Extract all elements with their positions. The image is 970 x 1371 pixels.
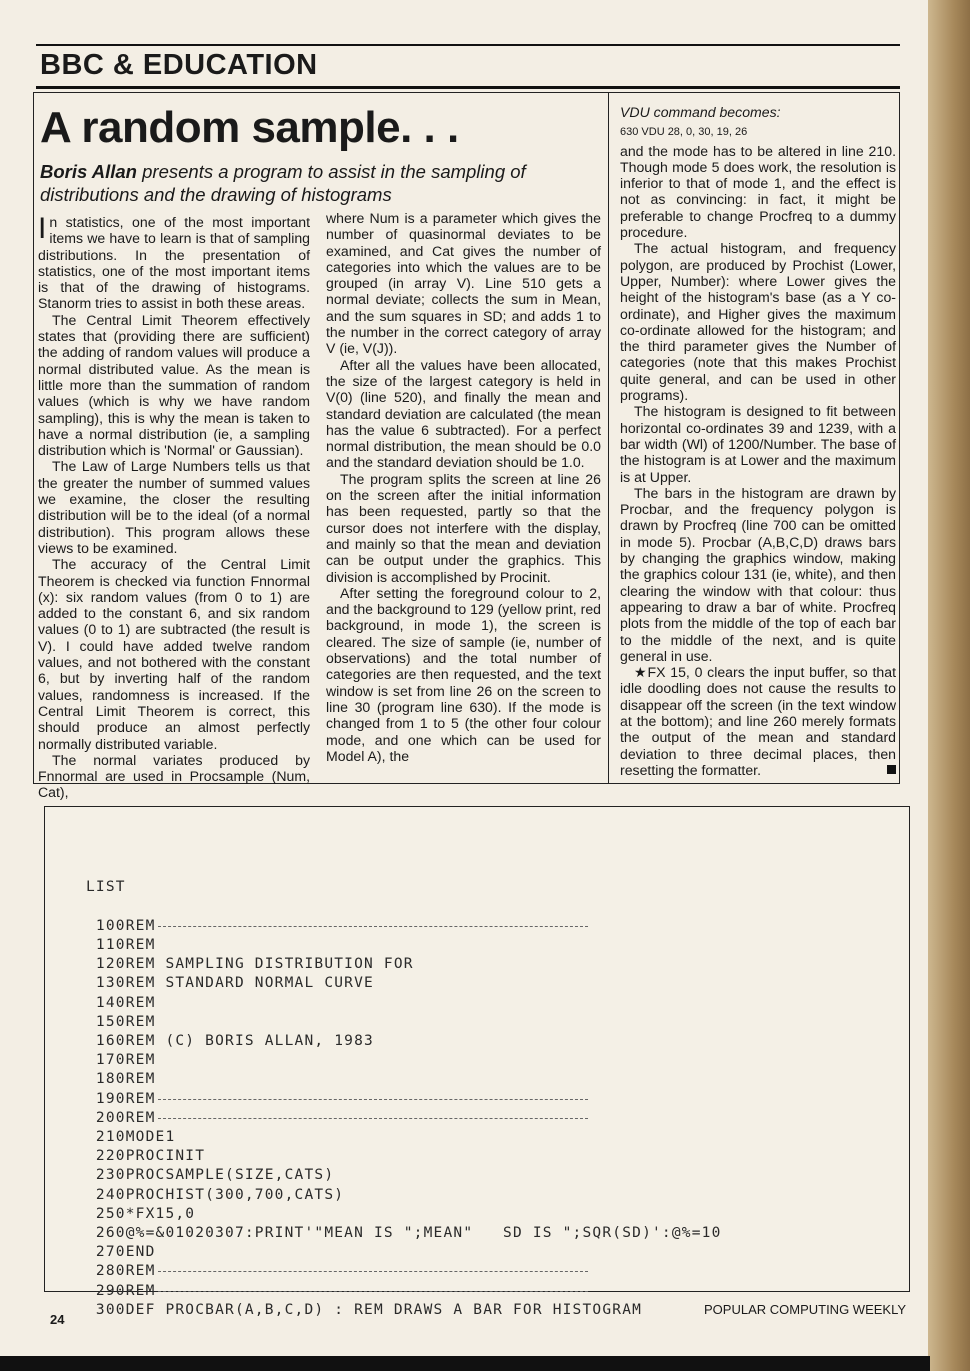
dashed-rule	[158, 1098, 588, 1100]
article-column-3	[620, 104, 896, 778]
standfirst-text: presents a program to assist in the sampling of distributions and the drawing of histograms	[40, 161, 526, 205]
article-column-2	[326, 210, 601, 764]
listing-line-text: 290REM	[86, 1282, 156, 1299]
paragraph	[38, 752, 310, 801]
page-number: 24	[50, 1312, 65, 1327]
listing-line	[86, 1262, 722, 1281]
paragraph	[326, 210, 601, 357]
listing-header: LIST	[86, 879, 126, 896]
listing-line-text: 130REM STANDARD NORMAL CURVE	[86, 975, 374, 992]
listing-line-text: 230PROCSAMPLE(SIZE,CATS)	[86, 1167, 335, 1184]
paragraph	[620, 143, 896, 241]
listing-line-text: 200REM	[86, 1109, 156, 1126]
column-divider	[608, 92, 609, 784]
section-header	[36, 44, 900, 89]
paragraph	[326, 357, 601, 471]
paragraph	[38, 214, 310, 312]
listing-line-text: 280REM	[86, 1263, 156, 1280]
listing-line	[86, 1301, 722, 1320]
listing-line-text: 170REM	[86, 1052, 156, 1069]
listing-line	[86, 1147, 722, 1166]
listing-line-text: 120REM SAMPLING DISTRIBUTION FOR	[86, 956, 414, 973]
listing-line-text: 240PROCHIST(300,700,CATS)	[86, 1186, 345, 1203]
listing-line	[86, 936, 722, 955]
listing-line-text: 160REM (C) BORIS ALLAN, 1983	[86, 1033, 374, 1050]
vdu-command: 630 VDU 28, 0, 30, 19, 26	[620, 126, 748, 139]
listing-line	[86, 1282, 722, 1301]
paragraph	[38, 458, 310, 556]
listing-line	[86, 1166, 722, 1185]
magazine-name: POPULAR COMPUTING WEEKLY	[704, 1302, 907, 1317]
paragraph-text: n statistics, one of the most important items we have to learn is that of sampling distributions. In the presentation of statistics, one of the most important items is that of the drawing of histograms. Stanorm tries to assist in both these areas.	[38, 214, 310, 312]
dashed-rule	[158, 1290, 588, 1292]
listing-line	[86, 1070, 722, 1089]
paragraph-text: The Central Limit Theorem effectively states that (providing there are sufficient) the adding of random values will produce a normal distributed value. As the mean is little more than the summation of random values (which is why we have random sampling), this is why the mean is taken to have a normal distribution (ie, a sampling distribution which is 'Normal' or Gaussian).	[38, 311, 310, 459]
listing-line	[86, 1109, 722, 1128]
listing-line	[86, 1090, 722, 1109]
article-title: A random sample. . .	[40, 103, 459, 152]
paragraph-text: The accuracy of the Central Limit Theorem is checked via function Fnnormal (x): six random values (from 0 to 1) are added to the constant 6, and six random values (0 to 1) are subtracted (the result is V). I could have added twelve random values, and not bothered with the constant 6, but by inverting half of the random values, randomness is increased. If the Central Limit Theorem is correct, this should produce an almost perfectly normally distributed variable.	[38, 556, 310, 752]
listing-line	[86, 974, 722, 993]
paragraph-text: The histogram is designed to fit between horizontal co-ordinates 39 and 1239, with a bar width (Wl) of 1200/Number. The base of the histogram is at Lower and the maximum is at Upper.	[620, 403, 896, 485]
dashed-rule	[158, 1117, 588, 1119]
paragraph-text: After setting the foreground colour to 2, and the background to 129 (yellow print, red background, in mode 1), the screen is cleared. The size of sample (ie, number of observations) and the total number of categories are then requested, and the text window is set from line 26 on the screen to line 30 (program line 630). If the mode is changed from 1 to 5 (the other four colour mode, and one which can be used for Model A), the	[326, 584, 602, 764]
section-title: BBC & EDUCATION	[40, 49, 318, 81]
paragraph	[326, 471, 601, 585]
listing-line-text: 150REM	[86, 1013, 156, 1030]
paragraph-text: where Num is a parameter which gives the number of quasinormal deviates to be examined, and Cat gives the number of categories into which the values are to be grouped (in array V). Line 510 gets a normal deviate; collects the sum in Mean, and the sum squares in SD; and adds 1 to the number in the correct category of array V (ie, V(J)).	[326, 210, 601, 357]
listing-line	[86, 1205, 722, 1224]
vdu-intro: VDU command becomes:	[620, 104, 781, 120]
paragraph-text: The normal variates produced by Fnnormal are used in Procsample (Num, Cat),	[38, 751, 310, 801]
paragraph	[326, 585, 601, 764]
listing-line	[86, 1013, 722, 1032]
page-binding-shadow	[928, 0, 970, 1371]
listing-line-text: 300DEF PROCBAR(A,B,C,D) : REM DRAWS A BAR FOR HISTOGRAM	[86, 1301, 643, 1318]
paragraph-text: The program splits the screen at line 26 on the screen after the initial information has been requested, partly so that the cursor does not interfere with the display, and mainly so that the mean and deviation can be output under the graphics. This division is accomplished by Procinit.	[326, 470, 601, 585]
listing-line-text: 220PROCINIT	[86, 1148, 206, 1165]
listing-line-text: 270END	[86, 1244, 156, 1261]
standfirst-author: Boris Allan	[40, 161, 137, 182]
listing-line-text: 140REM	[86, 994, 156, 1011]
paragraph	[620, 485, 896, 664]
listing-line-text: 100REM	[86, 917, 156, 934]
paragraph	[620, 664, 896, 778]
listing-line	[86, 1186, 722, 1205]
program-listing	[86, 840, 722, 1320]
paragraph-text: and the mode has to be altered in line 210. Though mode 5 does work, the resolution is inferior to that of mode 1, and the effect is not as convincing: in fact, it might be preferable to change Procfreq to a dummy procedure.	[620, 142, 896, 241]
listing-line	[86, 1051, 722, 1070]
listing-line	[86, 917, 722, 936]
listing-line-text: 210MODE1	[86, 1129, 176, 1146]
paragraph-text: After all the values have been allocated, the size of the largest category is held in V(0) (line 520), and finally the mean and standard deviation are calculated (the mean has the value 6 subtracted). For a perfect normal distribution, the mean should be 0.0 and the standard deviation should be 1.0.	[326, 356, 601, 471]
article-column-1	[38, 214, 310, 801]
listing-line-text: 250*FX15,0	[86, 1205, 196, 1222]
end-mark-icon	[887, 765, 896, 774]
paragraph-text: The Law of Large Numbers tells us that the greater the number of summed values we examine, the closer the resulting distribution will be to the ideal (of a normal distribution). This program allows these views to be examined.	[38, 458, 310, 556]
listing-line	[86, 1243, 722, 1262]
drop-cap: I	[38, 212, 47, 245]
paragraph	[38, 312, 310, 459]
dashed-rule	[158, 1270, 588, 1272]
listing-line	[86, 1224, 722, 1243]
dashed-rule	[158, 925, 588, 927]
listing-line	[86, 1032, 722, 1051]
listing-line-text: 110REM	[86, 937, 156, 954]
paragraph	[38, 556, 310, 752]
listing-line-text: 180REM	[86, 1071, 156, 1088]
standfirst	[40, 160, 600, 206]
listing-line-text: 190REM	[86, 1090, 156, 1107]
paragraph-text: The actual histogram, and frequency polygon, are produced by Prochist (Lower, Upper, Number): where Lower gives the height of the histogram's base (as a Y co-ordinate), and Higher gives the maximum co-ordinate allowed for the histogram; and the third parameter gives the Number of categories (note that this makes Prochist quite general, and can be used in other programs).	[620, 240, 896, 404]
listing-line-text: 260@%=&01020307:PRINT'"MEAN IS ";MEAN" SD IS ";SQR(SD)':@%=10	[86, 1225, 722, 1242]
paragraph-text: The bars in the histogram are drawn by Procbar, and the frequency polygon is drawn by Procfreq (line 700 can be omitted in mode 5). Procbar (A,B,C,D) draws bars by changing the graphics window, making the graphics colour 131 (ie, white), and then clearing the window with that colour: thus appearing to draw a bar of white. Procfreq plots from the middle of the top of each bar to the middle of the next, and is quite general in use.	[620, 484, 896, 664]
paragraph-text: ★FX 15, 0 clears the input buffer, so that idle doodling does not cause the results to disappear off the screen (in the text window at the bottom); and line 260 merely formats the output of the mean and standard deviation to three decimal places, then resetting the formatter.	[620, 664, 896, 778]
paragraph	[620, 240, 896, 403]
listing-line	[86, 994, 722, 1013]
listing-line	[86, 1128, 722, 1147]
bottom-edge	[0, 1356, 930, 1371]
listing-line	[86, 955, 722, 974]
paragraph	[620, 403, 896, 484]
